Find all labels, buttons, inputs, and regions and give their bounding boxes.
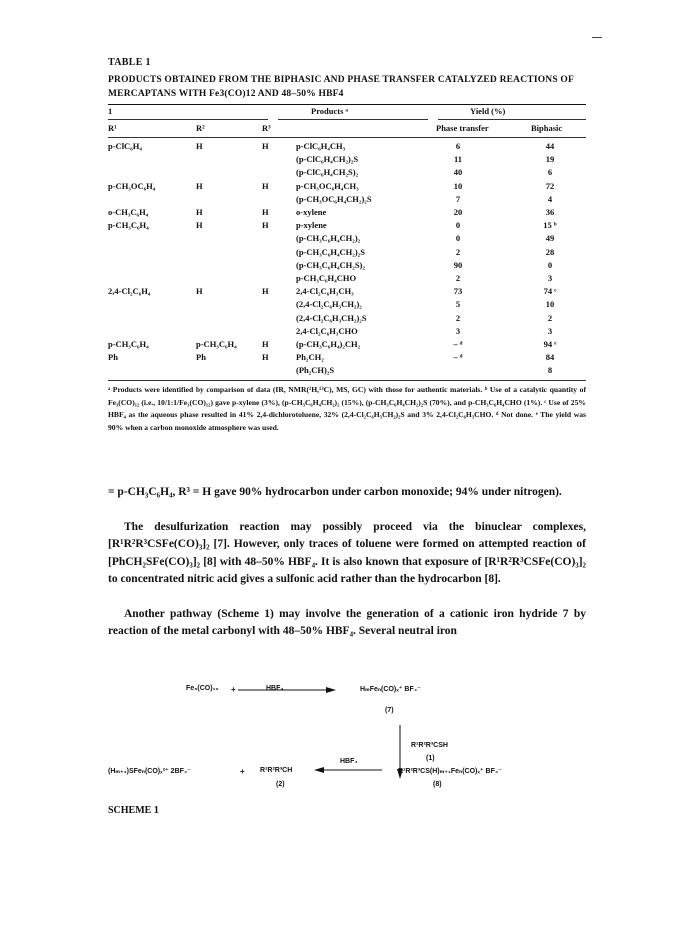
- table-title: PRODUCTS OBTAINED FROM THE BIPHASIC AND PHASE TRANSFER CATALYZED REACTIONS OF MERCAPTANS WITH Fe3(CO)12 AND 48–50% HBF4: [108, 75, 574, 99]
- table-cell-pt: 90: [453, 259, 463, 270]
- table-cell-bi: 8: [547, 365, 553, 376]
- table-cell-bi: 6: [547, 167, 553, 178]
- table-cell-pt: 5: [455, 299, 461, 310]
- table-cell-bi: 49: [545, 233, 555, 244]
- table-cell-pt: 7: [455, 193, 461, 204]
- table-cell-r2: H: [196, 220, 203, 231]
- table-cell-product: (p-CH₃C₆H₄CH₂)₂: [296, 233, 361, 244]
- table-cell-product: p-CH₃C₆H₄CHO: [296, 273, 357, 283]
- scheme-intermediate: R¹R²R³CS(H)ₘ₊₁Feₙ(CO)ₓ⁺ BF₄⁻: [398, 768, 502, 775]
- table-cell-product: 2,4-Cl₂C₆H₃CHO: [296, 325, 358, 336]
- table-cell-product: (p-CH₃C₆H₄CH₂)₂S: [296, 246, 365, 257]
- table-cell-pt: 10: [453, 180, 463, 191]
- table-cell-product: Ph₂CH₂: [296, 352, 324, 363]
- table-cell-pt: 73: [453, 286, 463, 297]
- table-cell-pt: 11: [453, 154, 463, 165]
- body-paragraph-3: Another pathway (Scheme 1) may involve the generation of a cationic iron hydride 7 by reaction of the metal carbonyl with 48–50% HBF₄. Several neutral iron: [108, 608, 586, 638]
- table-cell-product: p-CH₃OC₆H₄CH₃: [296, 180, 359, 191]
- table-cell-pt: 20: [453, 207, 463, 217]
- header-products: Products ᵃ: [311, 106, 349, 116]
- table-cell-product: (p-ClC₆H₄CH₂S)₂: [296, 167, 359, 178]
- table-label: TABLE 1: [108, 57, 151, 68]
- table-cell-r1: p-CH₃OC₆H₄: [108, 180, 156, 191]
- table-cell-r2: H: [196, 141, 203, 151]
- table-cell-bi: 10: [545, 299, 555, 310]
- table-cell-pt: 2: [455, 246, 461, 257]
- scheme-hydrocarbon: R¹R²R³CH: [260, 767, 293, 774]
- table-cell-pt: – ᵈ: [453, 339, 463, 349]
- scheme-iron-product: (Hₘ₊₁)SFeₙ(CO)ₓ²⁺ 2BF₄⁻: [108, 768, 191, 775]
- table-cell-r1: p-ClC₆H₄: [108, 141, 142, 151]
- table-cell-r1: 2,4-Cl₂C₆H₄: [108, 286, 151, 297]
- header-r1: R¹: [108, 123, 117, 133]
- table-cell-product: (Ph₂CH)₂S: [296, 365, 335, 376]
- table-cell-pt: 3: [455, 325, 461, 336]
- header-phase-transfer: Phase transfer: [436, 123, 489, 133]
- table-cell-r1: o-CH₃C₆H₄: [108, 207, 149, 217]
- table-cell-product: (p-ClC₆H₄CH₂)₂S: [296, 154, 359, 165]
- scheme-iron-hydride: HₘFeₙ(CO)ₓ⁺ BF₄⁻: [360, 686, 421, 693]
- scheme-label-8: (8): [433, 781, 442, 788]
- table-cell-r1: p-CH₃C₆H₄: [108, 220, 149, 231]
- header-r2: R²: [196, 123, 205, 133]
- scheme-plus-2: +: [240, 767, 245, 776]
- table-cell-r1: p-CH₃C₆H₄: [108, 339, 149, 349]
- table-cell-bi: 2: [547, 312, 553, 323]
- table-cell-bi: 44: [545, 141, 555, 151]
- table-cell-r3: H: [262, 286, 269, 297]
- table-cell-r2: p-CH₃C₆H₄: [196, 339, 237, 349]
- table-cell-bi: 3: [547, 273, 553, 283]
- header-biphasic: Biphasic: [531, 123, 563, 133]
- body-paragraph-2: The desulfurization reaction may possibly proceed via the binuclear complexes, [R¹R²R³CSFe(CO)₃]₂ [7]. However, only traces of toluene were formed on attempted reaction of [PhCH₂SFe(CO)₃]₂ [8] with 48–50% HBF₄. It is also known that exposure of [R¹R²R³CSFe(CO)₃]₂ to concentrated nitric acid gives a sulfonic acid rather than the hydrocarbon [8].: [108, 521, 586, 585]
- table-cell-bi: 74 ᶜ: [543, 286, 557, 297]
- header-yield: Yield (%): [470, 106, 506, 116]
- table-cell-r3: H: [262, 339, 269, 349]
- table-cell-product: 2,4-Cl₂C₆H₃CH₃: [296, 286, 354, 297]
- table-cell-r3: H: [262, 352, 269, 363]
- table-cell-pt: – ᵈ: [453, 352, 463, 363]
- scheme-reactant-hbf4-label: HBF₄: [266, 685, 284, 692]
- scheme-caption: SCHEME 1: [108, 805, 159, 816]
- table-cell-pt: 0: [455, 220, 461, 231]
- table-cell-bi: 4: [547, 193, 553, 204]
- table-cell-product: o-xylene: [296, 207, 327, 217]
- scheme-thiol: R¹R²R³CSH: [411, 742, 448, 749]
- table-cell-bi: 0: [547, 259, 553, 270]
- table-cell-r3: H: [262, 220, 269, 231]
- table-cell-bi: 72: [545, 180, 555, 191]
- scheme-label-1: (1): [426, 755, 435, 762]
- scheme-label-2: (2): [276, 781, 285, 788]
- arrow-head-right: [326, 687, 336, 693]
- table-cell-bi: 19: [545, 154, 555, 165]
- scheme-label-7: (7): [385, 707, 394, 714]
- table-cell-product: p-ClC₆H₄CH₃: [296, 141, 346, 151]
- table-cell-bi: 28: [545, 246, 555, 257]
- table-cell-bi: 84: [545, 352, 555, 363]
- scheme-reactant-fe3co12: Fe₃(CO)₁₂: [186, 685, 219, 692]
- table-cell-r2: H: [196, 180, 203, 191]
- table-cell-bi: 36: [545, 207, 555, 217]
- table-cell-r2: H: [196, 207, 203, 217]
- table-footnotes: ᵃ Products were identified by comparison of data (IR, NMR(¹H,¹³C), MS, GC) with those for authentic materials. ᵇ Use of a catalytic quantity of Fe₃(CO)₁₂ (i.e., 10/1:1/Fe₃(CO)₁₂) gave p-xylene (3%), (p-CH₃C₆H₄CH₂)₂ (15%), (p-CH₃C₆H₄CH₂)₂S (70%), and p-CH₃C₆H₄CHO (1%). ᶜ Use of 25% HBF₄ as the aqueous phase resulted in 41% 2,4-dichlorotoluene, 32% (2,4-Cl₂C₆H₃CH₂)₂S and 3% 2,4-Cl₂C₆H₃CHO. ᵈ Not done. ᵉ The yield was 90% when a carbon monoxide atmosphere was used.: [108, 385, 586, 432]
- header-r3: R³: [262, 123, 271, 133]
- table-cell-product: (2,4-Cl₂C₆H₃CH₂)₂: [296, 299, 362, 310]
- table-cell-product: (p-CH₃C₆H₄)₂CH₂: [296, 339, 361, 349]
- arrow-head-left: [314, 767, 324, 773]
- table-cell-pt: 40: [453, 167, 463, 178]
- body-paragraph-1: = p-CH₃C₆H₄, R³ = H gave 90% hydrocarbon under carbon monoxide; 94% under nitrogen).: [108, 486, 562, 498]
- table-cell-r2: H: [196, 286, 203, 297]
- table-cell-r3: H: [262, 207, 269, 217]
- table-cell-pt: 0: [455, 233, 461, 244]
- scheme-reagent-hbf4: HBF₄: [340, 758, 358, 765]
- table-cell-bi: 15 ᵇ: [543, 220, 557, 231]
- table-cell-product: p-xylene: [296, 220, 327, 231]
- table-cell-r1: Ph: [108, 352, 118, 363]
- table-cell-bi: 3: [547, 325, 553, 336]
- table-cell-pt: 2: [455, 273, 461, 283]
- header-group-label: 1: [108, 106, 113, 116]
- table-cell-product: (2,4-Cl₂C₆H₃CH₂)₂S: [296, 312, 367, 323]
- table-cell-pt: 2: [455, 312, 461, 323]
- table-cell-r2: Ph: [196, 352, 206, 363]
- table-cell-product: (p-CH₃C₆H₄CH₂S)₂: [296, 259, 365, 270]
- table-cell-r3: H: [262, 141, 269, 151]
- table-cell-bi: 94 ᵉ: [543, 339, 557, 349]
- scheme-plus-1: +: [231, 685, 236, 694]
- table-cell-r3: H: [262, 180, 269, 191]
- table-cell-product: (p-CH₃OC₆H₄CH₂)₂S: [296, 193, 372, 204]
- table-cell-pt: 6: [455, 141, 461, 151]
